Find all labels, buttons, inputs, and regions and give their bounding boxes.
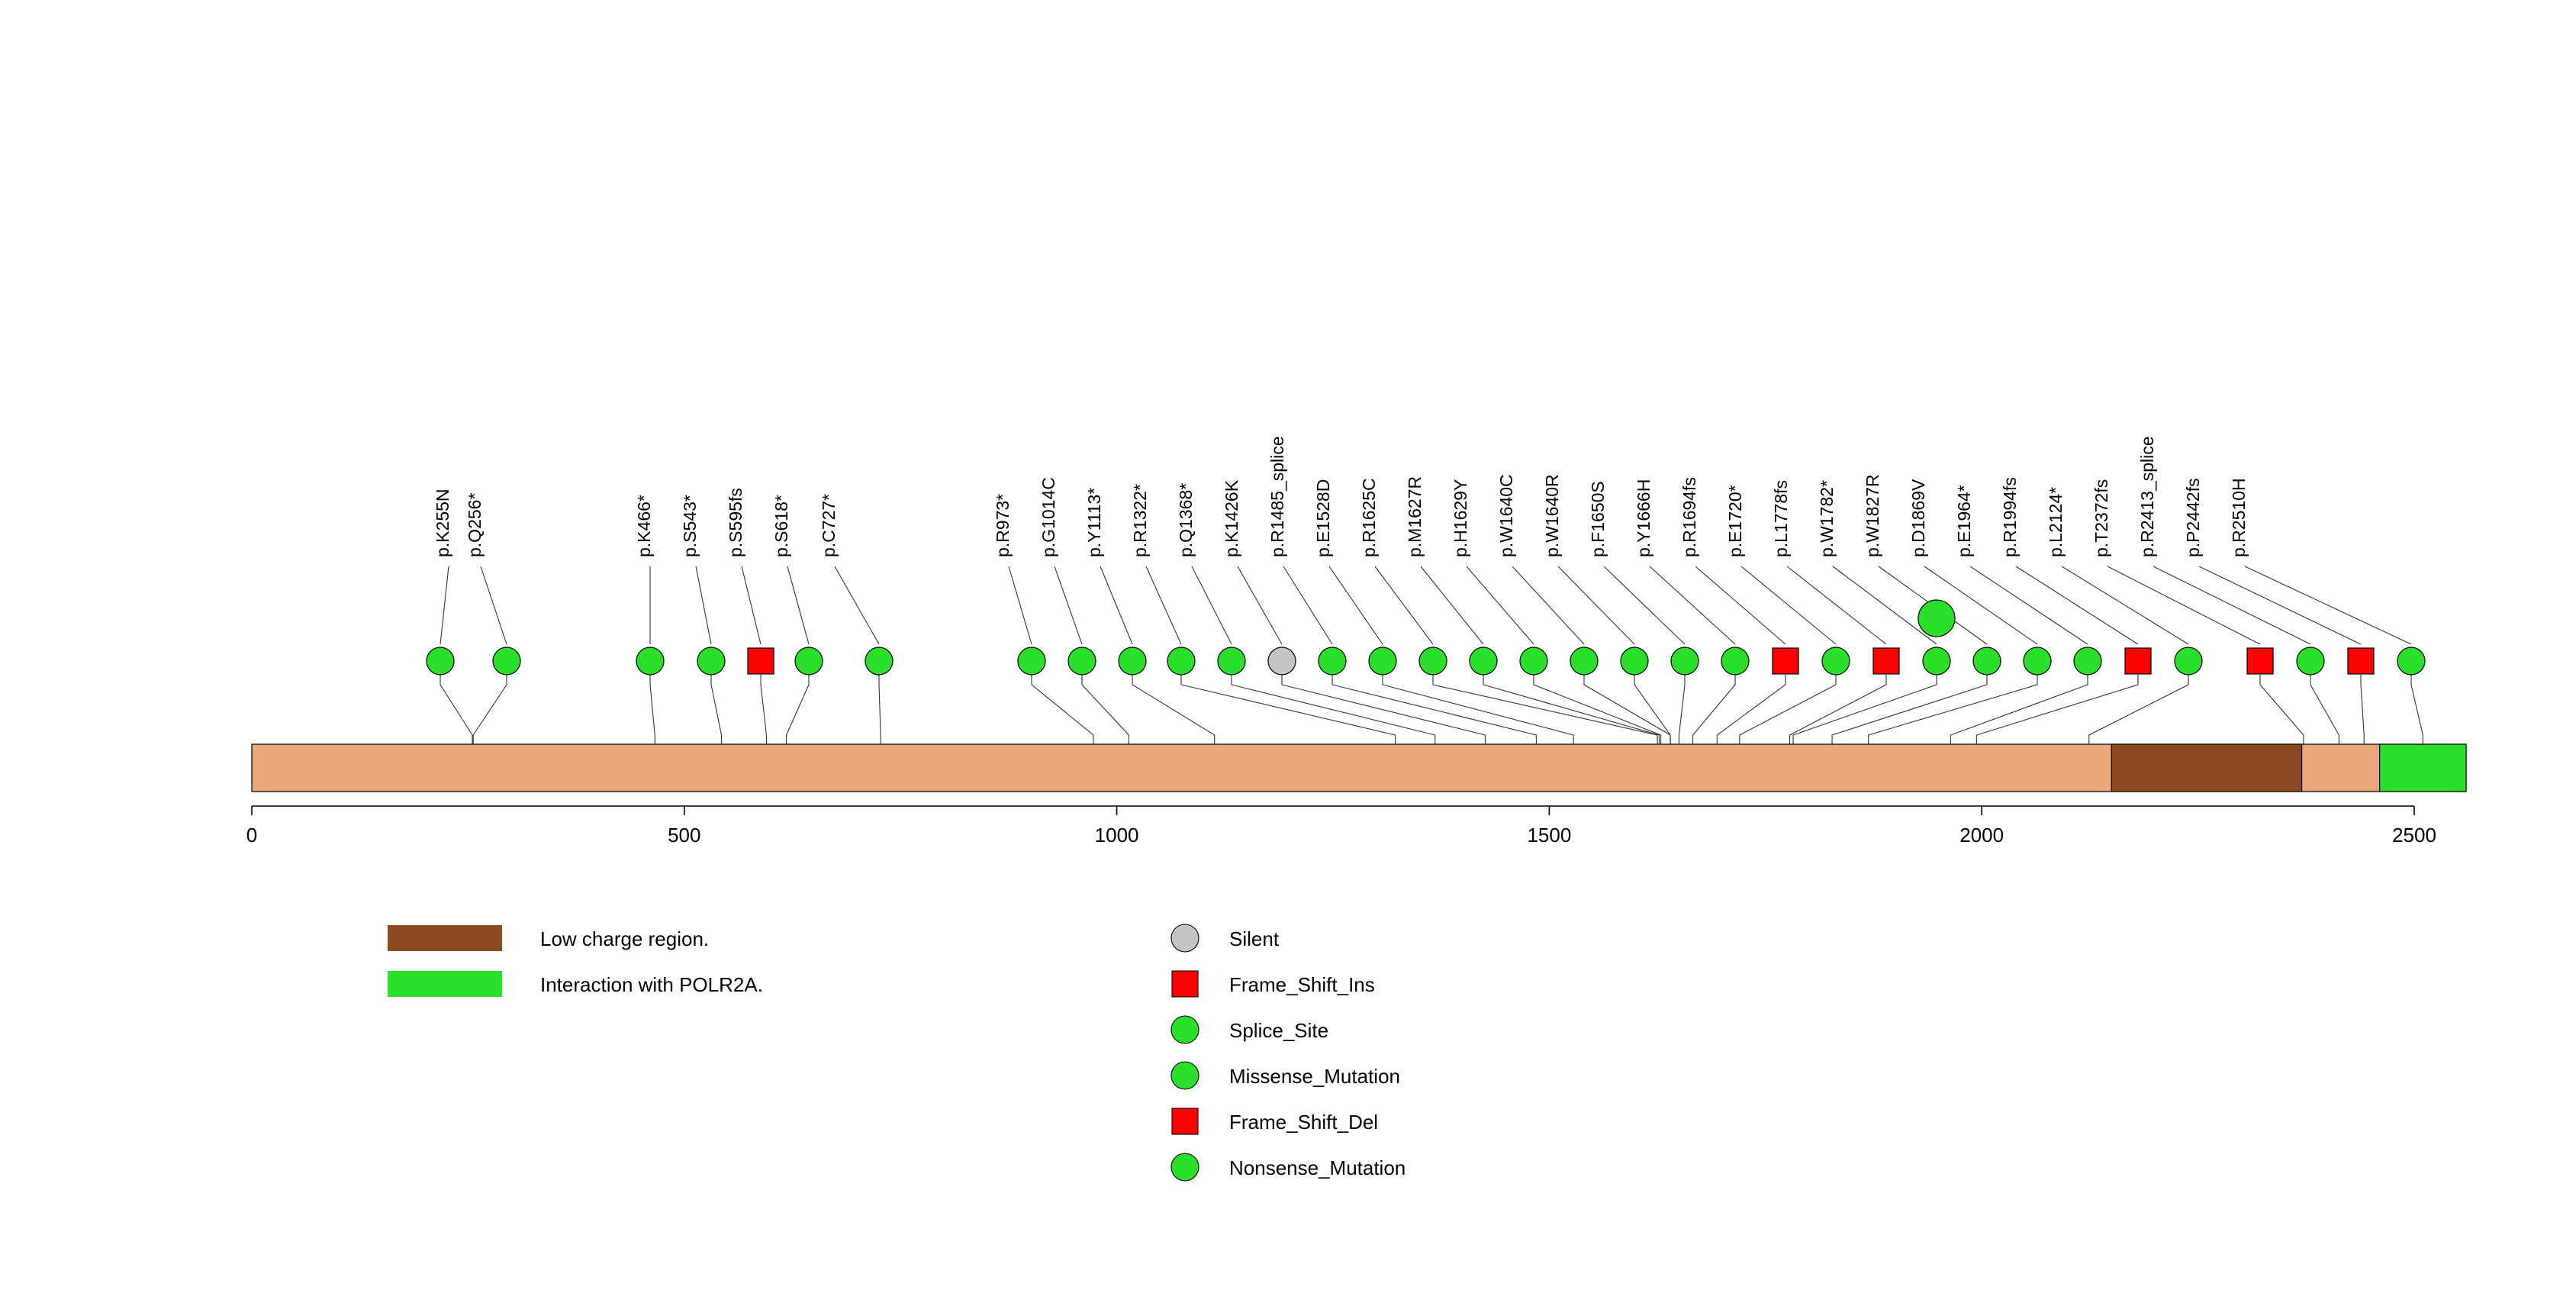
mutation-label: p.E1964* — [1954, 485, 1974, 557]
mutation-marker[interactable] — [1018, 647, 1045, 675]
mutation-stem — [440, 675, 472, 744]
mutation-marker[interactable] — [865, 647, 893, 675]
mutation-stem — [1717, 675, 1785, 744]
mutation-stem — [1693, 675, 1735, 744]
mutation-label: p.W1782* — [1817, 479, 1837, 557]
mutation-label-stem — [1604, 566, 1685, 644]
mutation-stem — [787, 675, 809, 744]
mutation-marker-highlighted[interactable] — [1918, 600, 1955, 637]
mutation-label-stem — [1238, 566, 1282, 644]
mutation-marker[interactable] — [2297, 647, 2324, 675]
mutation-label: p.K466* — [634, 495, 654, 557]
mutation-marker[interactable] — [2074, 647, 2101, 675]
mutation-stem — [879, 675, 881, 744]
legend-domain-swatch — [388, 925, 502, 951]
position-axis — [246, 806, 2436, 847]
mutation-label: p.Y1666H — [1634, 479, 1653, 557]
mutation-label: p.Q256* — [465, 492, 485, 557]
mutation-label-stem — [1375, 566, 1433, 644]
legend-type-swatch — [1171, 1153, 1199, 1181]
axis-tick-label: 0 — [246, 824, 258, 847]
mutation-label-stem — [2245, 566, 2411, 644]
mutation-label-stem — [1695, 566, 1785, 644]
mutation-marker[interactable] — [2247, 648, 2273, 674]
mutation-label-stem — [1970, 566, 2088, 644]
mutation-marker[interactable] — [748, 648, 774, 674]
mutation-marker[interactable] — [493, 647, 520, 675]
mutation-label: p.Q1368* — [1176, 482, 1196, 557]
mutation-markers — [427, 600, 2425, 675]
mutation-label-stem — [1100, 566, 1132, 644]
mutation-label: p.K255N — [433, 489, 452, 557]
protein-backbone — [252, 744, 2466, 792]
mutation-stem — [1534, 675, 1661, 744]
mutation-stem — [2089, 675, 2188, 744]
mutation-label-stem — [481, 566, 507, 644]
legend-type-label: Frame_Shift_Ins — [1229, 973, 1375, 996]
mutation-label-stem — [696, 566, 711, 644]
mutation-label-stem — [440, 566, 449, 644]
legend-type-swatch — [1171, 1062, 1199, 1089]
domain-region-1 — [2380, 744, 2466, 792]
mutation-label-stem — [1741, 566, 1836, 644]
legend-domain-label: Low charge region. — [540, 927, 710, 950]
mutation-marker[interactable] — [2024, 647, 2051, 675]
mutation-stem — [473, 675, 507, 744]
axis-tick-label: 1500 — [1527, 824, 1572, 847]
axis-tick-label: 2500 — [2392, 824, 2436, 847]
mutation-stem — [1483, 675, 1659, 744]
mutation-stem — [2411, 675, 2423, 744]
legend-domain-swatch — [388, 971, 502, 997]
mutation-stem — [650, 675, 655, 744]
legend-domain-label: Interaction with POLR2A. — [540, 973, 763, 996]
mutation-label-stem — [1283, 566, 1332, 644]
mutation-label: p.H1629Y — [1451, 479, 1470, 557]
mutation-label: p.L2124* — [2046, 486, 2066, 557]
legend-type-label: Nonsense_Mutation — [1229, 1156, 1406, 1179]
mutation-label: p.L1778fs — [1771, 479, 1791, 557]
legend-type-swatch — [1172, 1108, 1198, 1134]
mutation-label: p.C727* — [819, 493, 839, 557]
mutation-label-stem — [2062, 566, 2188, 644]
mutation-label: p.R1485_splice — [1267, 436, 1287, 557]
mutation-label-stem — [742, 566, 761, 644]
mutation-label: p.R973* — [993, 493, 1013, 557]
mutation-marker[interactable] — [1119, 647, 1146, 675]
mutation-stem — [2310, 675, 2339, 744]
mutation-marker[interactable] — [1621, 647, 1648, 675]
mutation-label: p.R2413_splice — [2137, 436, 2157, 557]
mutation-stem — [1976, 675, 2138, 744]
legend-type-swatch — [1171, 1016, 1199, 1043]
mutation-marker[interactable] — [2348, 648, 2374, 674]
mutation-stem — [2361, 675, 2364, 744]
mutation-label: p.S618* — [771, 495, 791, 557]
mutation-label: p.T2372fs — [2091, 479, 2111, 557]
mutation-stem — [1832, 675, 1987, 744]
mutation-label-stem — [1055, 566, 1082, 644]
mutation-stem — [1679, 675, 1685, 744]
axis-tick-label: 2000 — [1959, 824, 2004, 847]
mutation-label-stem — [1421, 566, 1483, 644]
legend-type-label: Silent — [1229, 927, 1280, 950]
mutation-label-stem — [787, 566, 809, 644]
mutation-marker[interactable] — [1721, 647, 1749, 675]
mutation-label: p.R2510H — [2229, 478, 2249, 557]
mutation-marker[interactable] — [636, 647, 664, 675]
mutation-stem — [2260, 675, 2304, 744]
mutation-label-stem — [2016, 566, 2138, 644]
mutation-marker[interactable] — [1218, 647, 1245, 675]
legend-type-label: Splice_Site — [1229, 1019, 1329, 1042]
mutation-marker[interactable] — [697, 647, 725, 675]
mutation-label-stem — [1329, 566, 1383, 644]
mutation-marker[interactable] — [1369, 647, 1396, 675]
mutation-label: p.W1640R — [1542, 474, 1562, 557]
legend — [388, 924, 1406, 1181]
mutation-label-stem — [2153, 566, 2310, 644]
legend-type-label: Missense_Mutation — [1229, 1065, 1400, 1088]
mutation-label-stem — [1833, 566, 1937, 644]
mutation-label: p.F1650S — [1588, 481, 1608, 557]
mutation-label: p.R1694fs — [1679, 477, 1699, 557]
mutation-label-stem — [2107, 566, 2260, 644]
mutation-label: p.Y1113* — [1084, 487, 1104, 557]
mutation-marker[interactable] — [1319, 647, 1346, 675]
mutation-label: p.S543* — [680, 495, 700, 557]
mutation-label: p.R1625C — [1359, 478, 1379, 557]
mutation-stem — [1032, 675, 1093, 744]
mutation-stem — [1082, 675, 1129, 744]
mutation-label-stem — [1192, 566, 1232, 644]
mutation-marker[interactable] — [1570, 647, 1598, 675]
mutation-stem — [711, 675, 722, 744]
mutation-stem — [1740, 675, 1836, 744]
mutation-label: p.W1827R — [1863, 474, 1882, 557]
mutation-marker[interactable] — [1419, 647, 1447, 675]
mutation-label: p.W1640C — [1496, 474, 1516, 557]
mutation-label: p.M1627R — [1405, 476, 1425, 557]
mutation-stem — [1132, 675, 1215, 744]
axis-tick-label: 500 — [668, 824, 701, 847]
mutation-labels — [433, 436, 2249, 557]
mutation-marker[interactable] — [1973, 647, 2001, 675]
mutation-stem — [1181, 675, 1396, 744]
mutation-label-stem — [1009, 566, 1032, 644]
mutation-label: p.E1528D — [1313, 479, 1333, 557]
mutation-marker[interactable] — [795, 647, 823, 675]
mutation-label-stem — [1787, 566, 1886, 644]
axis-tick-label: 1000 — [1094, 824, 1139, 847]
mutation-label: p.E1720* — [1725, 485, 1745, 557]
mutation-label: p.R1322* — [1130, 484, 1150, 557]
legend-type-label: Frame_Shift_Del — [1229, 1111, 1379, 1134]
mutation-label: p.K1426K — [1222, 479, 1241, 557]
mutation-stem — [1950, 675, 2088, 744]
mutation-marker[interactable] — [1773, 648, 1798, 674]
mutation-label-stem — [1650, 566, 1735, 644]
mutation-label: p.R1994fs — [2000, 477, 2020, 557]
mutation-marker[interactable] — [2397, 647, 2425, 675]
mutation-label-stem — [1558, 566, 1634, 644]
mutation-stem — [761, 675, 766, 744]
mutation-label-stem — [2199, 566, 2361, 644]
mutation-marker[interactable] — [1873, 648, 1899, 674]
mutation-marker[interactable] — [427, 647, 454, 675]
mutation-label-stem — [835, 566, 879, 644]
domain-region-0 — [2111, 744, 2301, 792]
mutation-marker[interactable] — [1268, 647, 1296, 675]
mutation-label: p.G1014C — [1038, 477, 1058, 557]
mutation-marker[interactable] — [1470, 647, 1497, 675]
mutation-marker[interactable] — [1520, 647, 1547, 675]
mutation-marker[interactable] — [1923, 647, 1950, 675]
mutation-marker[interactable] — [1671, 647, 1699, 675]
legend-type-swatch — [1172, 971, 1198, 997]
mutation-stem — [1793, 675, 1937, 744]
mutation-stem — [1433, 675, 1657, 744]
mutation-marker[interactable] — [2125, 648, 2151, 674]
mutation-marker[interactable] — [1068, 647, 1096, 675]
mutation-label: p.S595fs — [726, 488, 745, 557]
mutation-label-stem — [1146, 566, 1181, 644]
mutation-marker[interactable] — [2175, 647, 2202, 675]
mutation-label: p.P2442fs — [2183, 478, 2203, 557]
legend-type-swatch — [1171, 924, 1199, 952]
mutation-label: p.D1869V — [1908, 479, 1928, 557]
mutation-marker[interactable] — [1167, 647, 1195, 675]
mutation-marker[interactable] — [1822, 647, 1850, 675]
